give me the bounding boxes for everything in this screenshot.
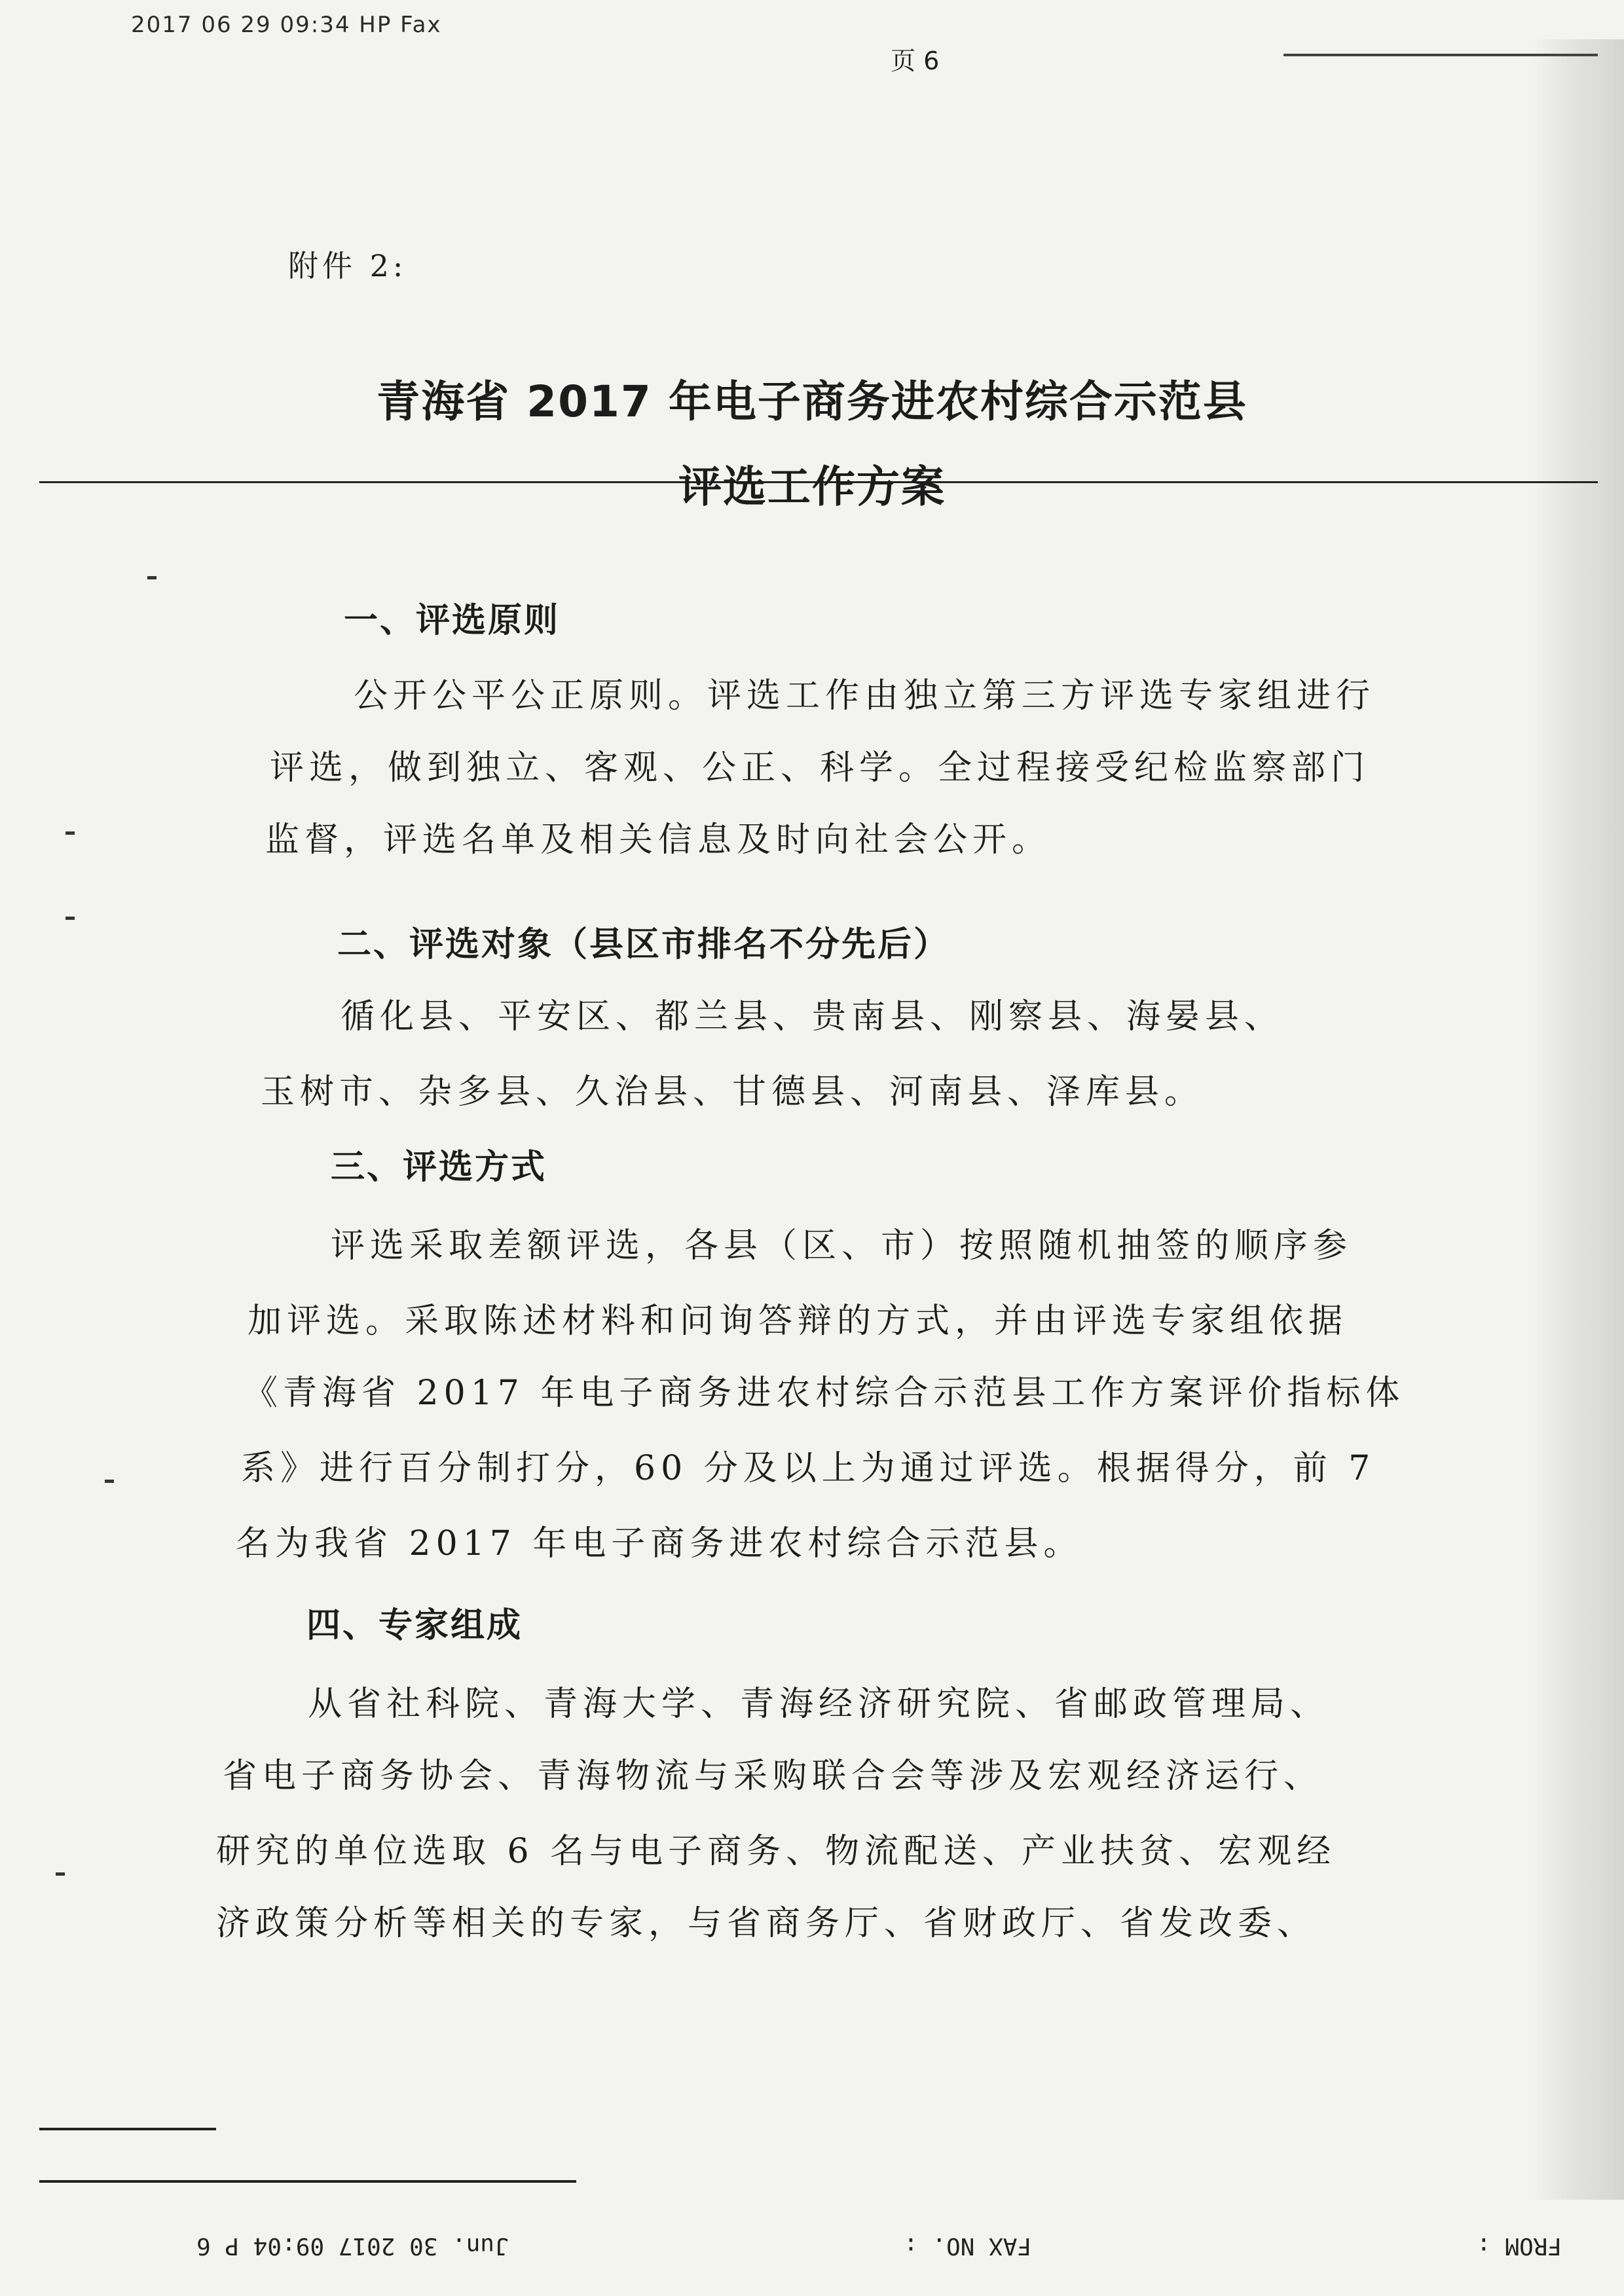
section-2-heading: 二、评选对象（县区市排名不分先后） <box>337 925 950 964</box>
section-3-line-2: 加评选。采取陈述材料和问询答辩的方式，并由评选专家组依据 <box>248 1302 1348 1341</box>
section-4-line-1: 从省社科院、青海大学、青海经济研究院、省邮政管理局、 <box>308 1685 1330 1724</box>
section-1-line-2: 评选，做到独立、客观、公正、科学。全过程接受纪检监察部门 <box>270 748 1371 788</box>
footer-from-label: FROM : <box>1477 2232 1562 2259</box>
document-title-line1: 青海省 2017 年电子商务进农村综合示范县 <box>377 376 1247 427</box>
scan-speck <box>105 1480 114 1483</box>
section-2-line-1: 循化县、平安区、都兰县、贵南县、刚察县、海晏县、 <box>341 997 1284 1036</box>
scan-speck <box>56 1872 65 1876</box>
section-3-line-5: 名为我省 2017 年电子商务进农村综合示范县。 <box>236 1524 1083 1563</box>
section-4-line-2: 省电子商务协会、青海物流与采购联合会等涉及宏观经济运行、 <box>223 1757 1323 1796</box>
section-1-line-3: 监督，评选名单及相关信息及时向社会公开。 <box>265 820 1052 860</box>
scan-speck <box>147 576 157 579</box>
section-3-line-3: 《青海省 2017 年电子商务进农村综合示范县工作方案评价指标体 <box>244 1374 1405 1413</box>
footer-rule-long <box>39 2180 576 2183</box>
scan-speck <box>65 917 75 920</box>
scan-speck <box>65 831 75 835</box>
fax-header: 2017 06 29 09:34 HP Fax <box>131 12 442 38</box>
section-3-heading: 三、评选方式 <box>331 1148 547 1187</box>
attachment-label: 附件 2: <box>288 248 407 283</box>
section-2-line-2: 玉树市、杂多县、久治县、甘德县、河南县、泽库县。 <box>261 1072 1204 1112</box>
top-rule <box>1283 54 1598 56</box>
section-4-line-3: 研究的单位选取 6 名与电子商务、物流配送、产业扶贫、宏观经 <box>216 1832 1337 1871</box>
section-4-heading: 四、专家组成 <box>306 1606 523 1645</box>
section-3-line-1: 评选采取差额评选，各县（区、市）按照随机抽签的顺序参 <box>331 1226 1353 1266</box>
section-3-line-4: 系》进行百分制打分，60 分及以上为通过评选。根据得分，前 7 <box>241 1449 1376 1488</box>
footer-fax-no-label: FAX NO. : <box>904 2232 1032 2259</box>
section-1-line-1: 公开公平公正原则。评选工作由独立第三方评选专家组进行 <box>354 676 1376 716</box>
page-marker: 页 6 <box>891 46 940 75</box>
footer-rule-short <box>39 2128 216 2130</box>
footer-timestamp: Jun. 30 2017 09:04 P 6 <box>196 2232 509 2259</box>
document-title-line2: 评选工作方案 <box>678 462 946 512</box>
scan-edge-shadow <box>1532 39 1624 2200</box>
section-1-heading: 一、评选原则 <box>344 601 561 640</box>
section-4-line-4: 济政策分析等相关的专家，与省商务厅、省财政厅、省发改委、 <box>216 1904 1317 1943</box>
